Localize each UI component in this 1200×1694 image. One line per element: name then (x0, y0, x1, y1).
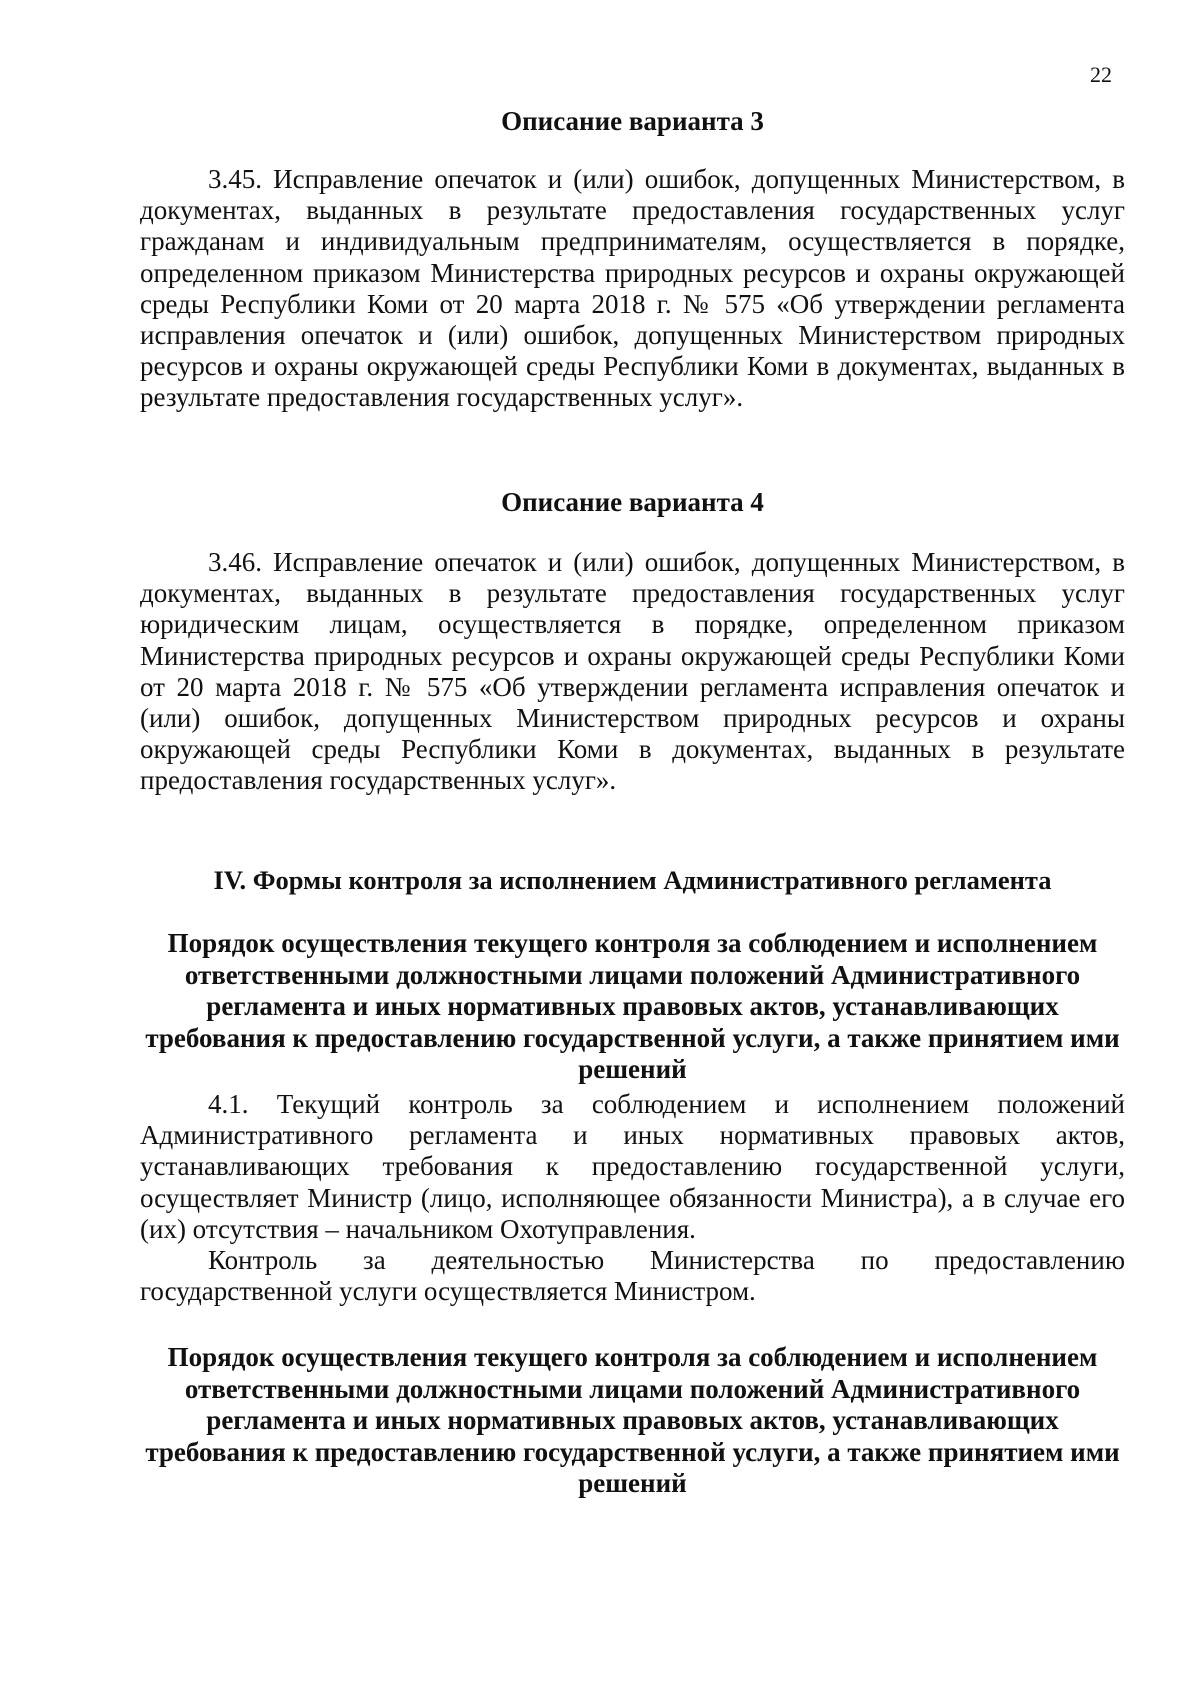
subheading-current-control-2: Порядок осуществления текущего контроля за соблюдением и исполнением ответственными должностными лицами положений Административного регламента и иных нормативных правовых актов, устанавливающих требования к предоставлению государственной услуги, а также принятием ими решений (145, 1342, 1120, 1498)
section-iv-title: IV. Формы контроля за исполнением Административного регламента (213, 865, 1052, 895)
paragraph-control-ministry: Контроль за деятельностью Министерства по предоставлению государственной услуги осуществляется Министром. (140, 1245, 1125, 1307)
variant-4-block (140, 547, 1125, 797)
paragraph-4-1: 4.1. Текущий контроль за соблюдением и исполнением положений Административного регламента и иных нормативных правовых актов, устанавливающих требования к предоставлению государственной услуги, осуществляет Министр (лицо, исполняющее обязанности Министра), а в случае его (их) отсутствия – начальником Охотуправления. (140, 1089, 1125, 1244)
variant-4-heading: Описание варианта 4 (501, 487, 764, 517)
page-number: 22 (1090, 62, 1112, 87)
paragraph-3-46: 3.46. Исправление опечаток и (или) ошибок, допущенных Министерством, в документах, выданных в результате предоставления государственных услуг юридическим лицам, осуществляется в порядке, определенном приказом Министерства природных ресурсов и охраны окружающей среды Республики Коми от 20 марта 2018 г. № 575 «Об утверждении регламента исправления опечаток и (или) ошибок, допущенных Министерством природных ресурсов и охраны окружающей среды Республики Коми в документах, выданных в результате предоставления государственных услуг». (140, 547, 1125, 796)
paragraph-3-45: 3.45. Исправление опечаток и (или) ошибок, допущенных Министерством, в документах, выданных в результате предоставления государственных услуг гражданам и индивидуальным предпринимателям, осуществляется в порядке, определенном приказом Министерства природных ресурсов и охраны окружающей среды Республики Коми от 20 марта 2018 г. № 575 «Об утверждении регламента исправления опечаток и (или) ошибок, допущенных Министерством природных ресурсов и охраны окружающей среды Республики Коми в документах, выданных в результате предоставления государственных услуг». (140, 164, 1125, 413)
variant-3-heading: Описание варианта 3 (501, 106, 764, 136)
subheading-current-control-1: Порядок осуществления текущего контроля за соблюдением и исполнением ответственными должностными лицами положений Административного регламента и иных нормативных правовых актов, устанавливающих требования к предоставлению государственной услуги, а также принятием ими решений (145, 928, 1120, 1084)
variant-3-block (140, 164, 1125, 414)
section-iv-body (140, 1089, 1125, 1307)
